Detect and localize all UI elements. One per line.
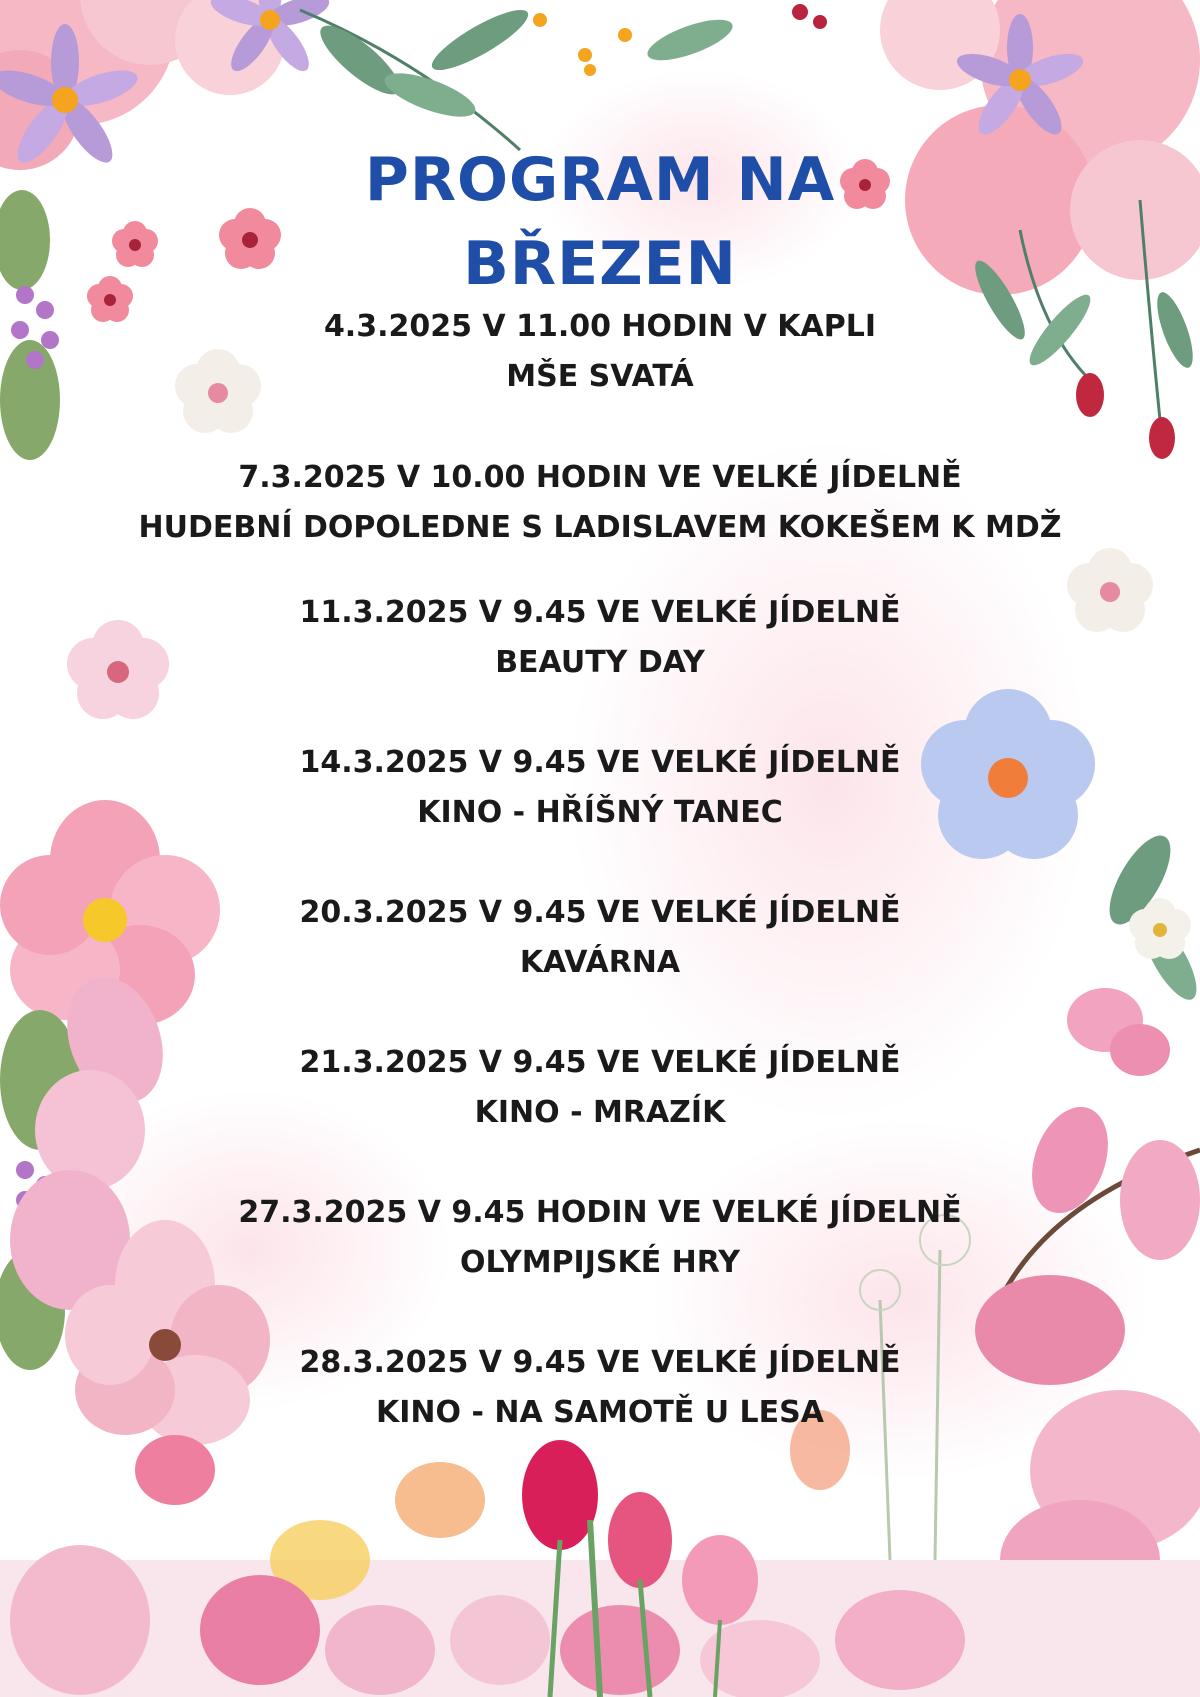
event-when: 7.3.2025 V 10.00 HODIN VE VELKÉ JÍDELNĚ (238, 460, 962, 495)
event-what: KAVÁRNA (519, 945, 681, 980)
event-when: 4.3.2025 V 11.00 HODIN V KAPLI (323, 309, 877, 344)
event-what: OLYMPIJSKÉ HRY (460, 1245, 740, 1280)
event-item (60, 1338, 1140, 1438)
title-line-2: BŘEZEN (463, 229, 737, 299)
event-when: 11.3.2025 V 9.45 VE VELKÉ JÍDELNĚ (299, 595, 901, 630)
event-what: HUDEBNÍ DOPOLEDNE S LADISLAVEM KOKEŠEM K MDŽ (138, 510, 1062, 545)
event-when: 21.3.2025 V 9.45 VE VELKÉ JÍDELNĚ (299, 1045, 901, 1080)
event-item (60, 453, 1140, 553)
event-when: 14.3.2025 V 9.45 VE VELKÉ JÍDELNĚ (299, 745, 901, 780)
event-item (60, 738, 1140, 838)
event-item (60, 888, 1140, 988)
event-item (60, 1188, 1140, 1288)
event-when: 28.3.2025 V 9.45 VE VELKÉ JÍDELNĚ (299, 1345, 901, 1380)
event-what: KINO - HŘÍŠNÝ TANEC (417, 795, 783, 830)
event-item (60, 588, 1140, 688)
event-when: 20.3.2025 V 9.45 VE VELKÉ JÍDELNĚ (299, 895, 901, 930)
event-what: MŠE SVATÁ (506, 359, 694, 394)
event-item (60, 1038, 1140, 1138)
event-item (60, 302, 1140, 402)
event-what: KINO - NA SAMOTĚ U LESA (376, 1395, 824, 1430)
event-when: 27.3.2025 V 9.45 HODIN VE VELKÉ JÍDELNĚ (238, 1195, 962, 1230)
event-what: KINO - MRAZÍK (474, 1095, 726, 1130)
event-what: BEAUTY DAY (495, 645, 705, 680)
title-line-1: PROGRAM NA (364, 145, 836, 215)
